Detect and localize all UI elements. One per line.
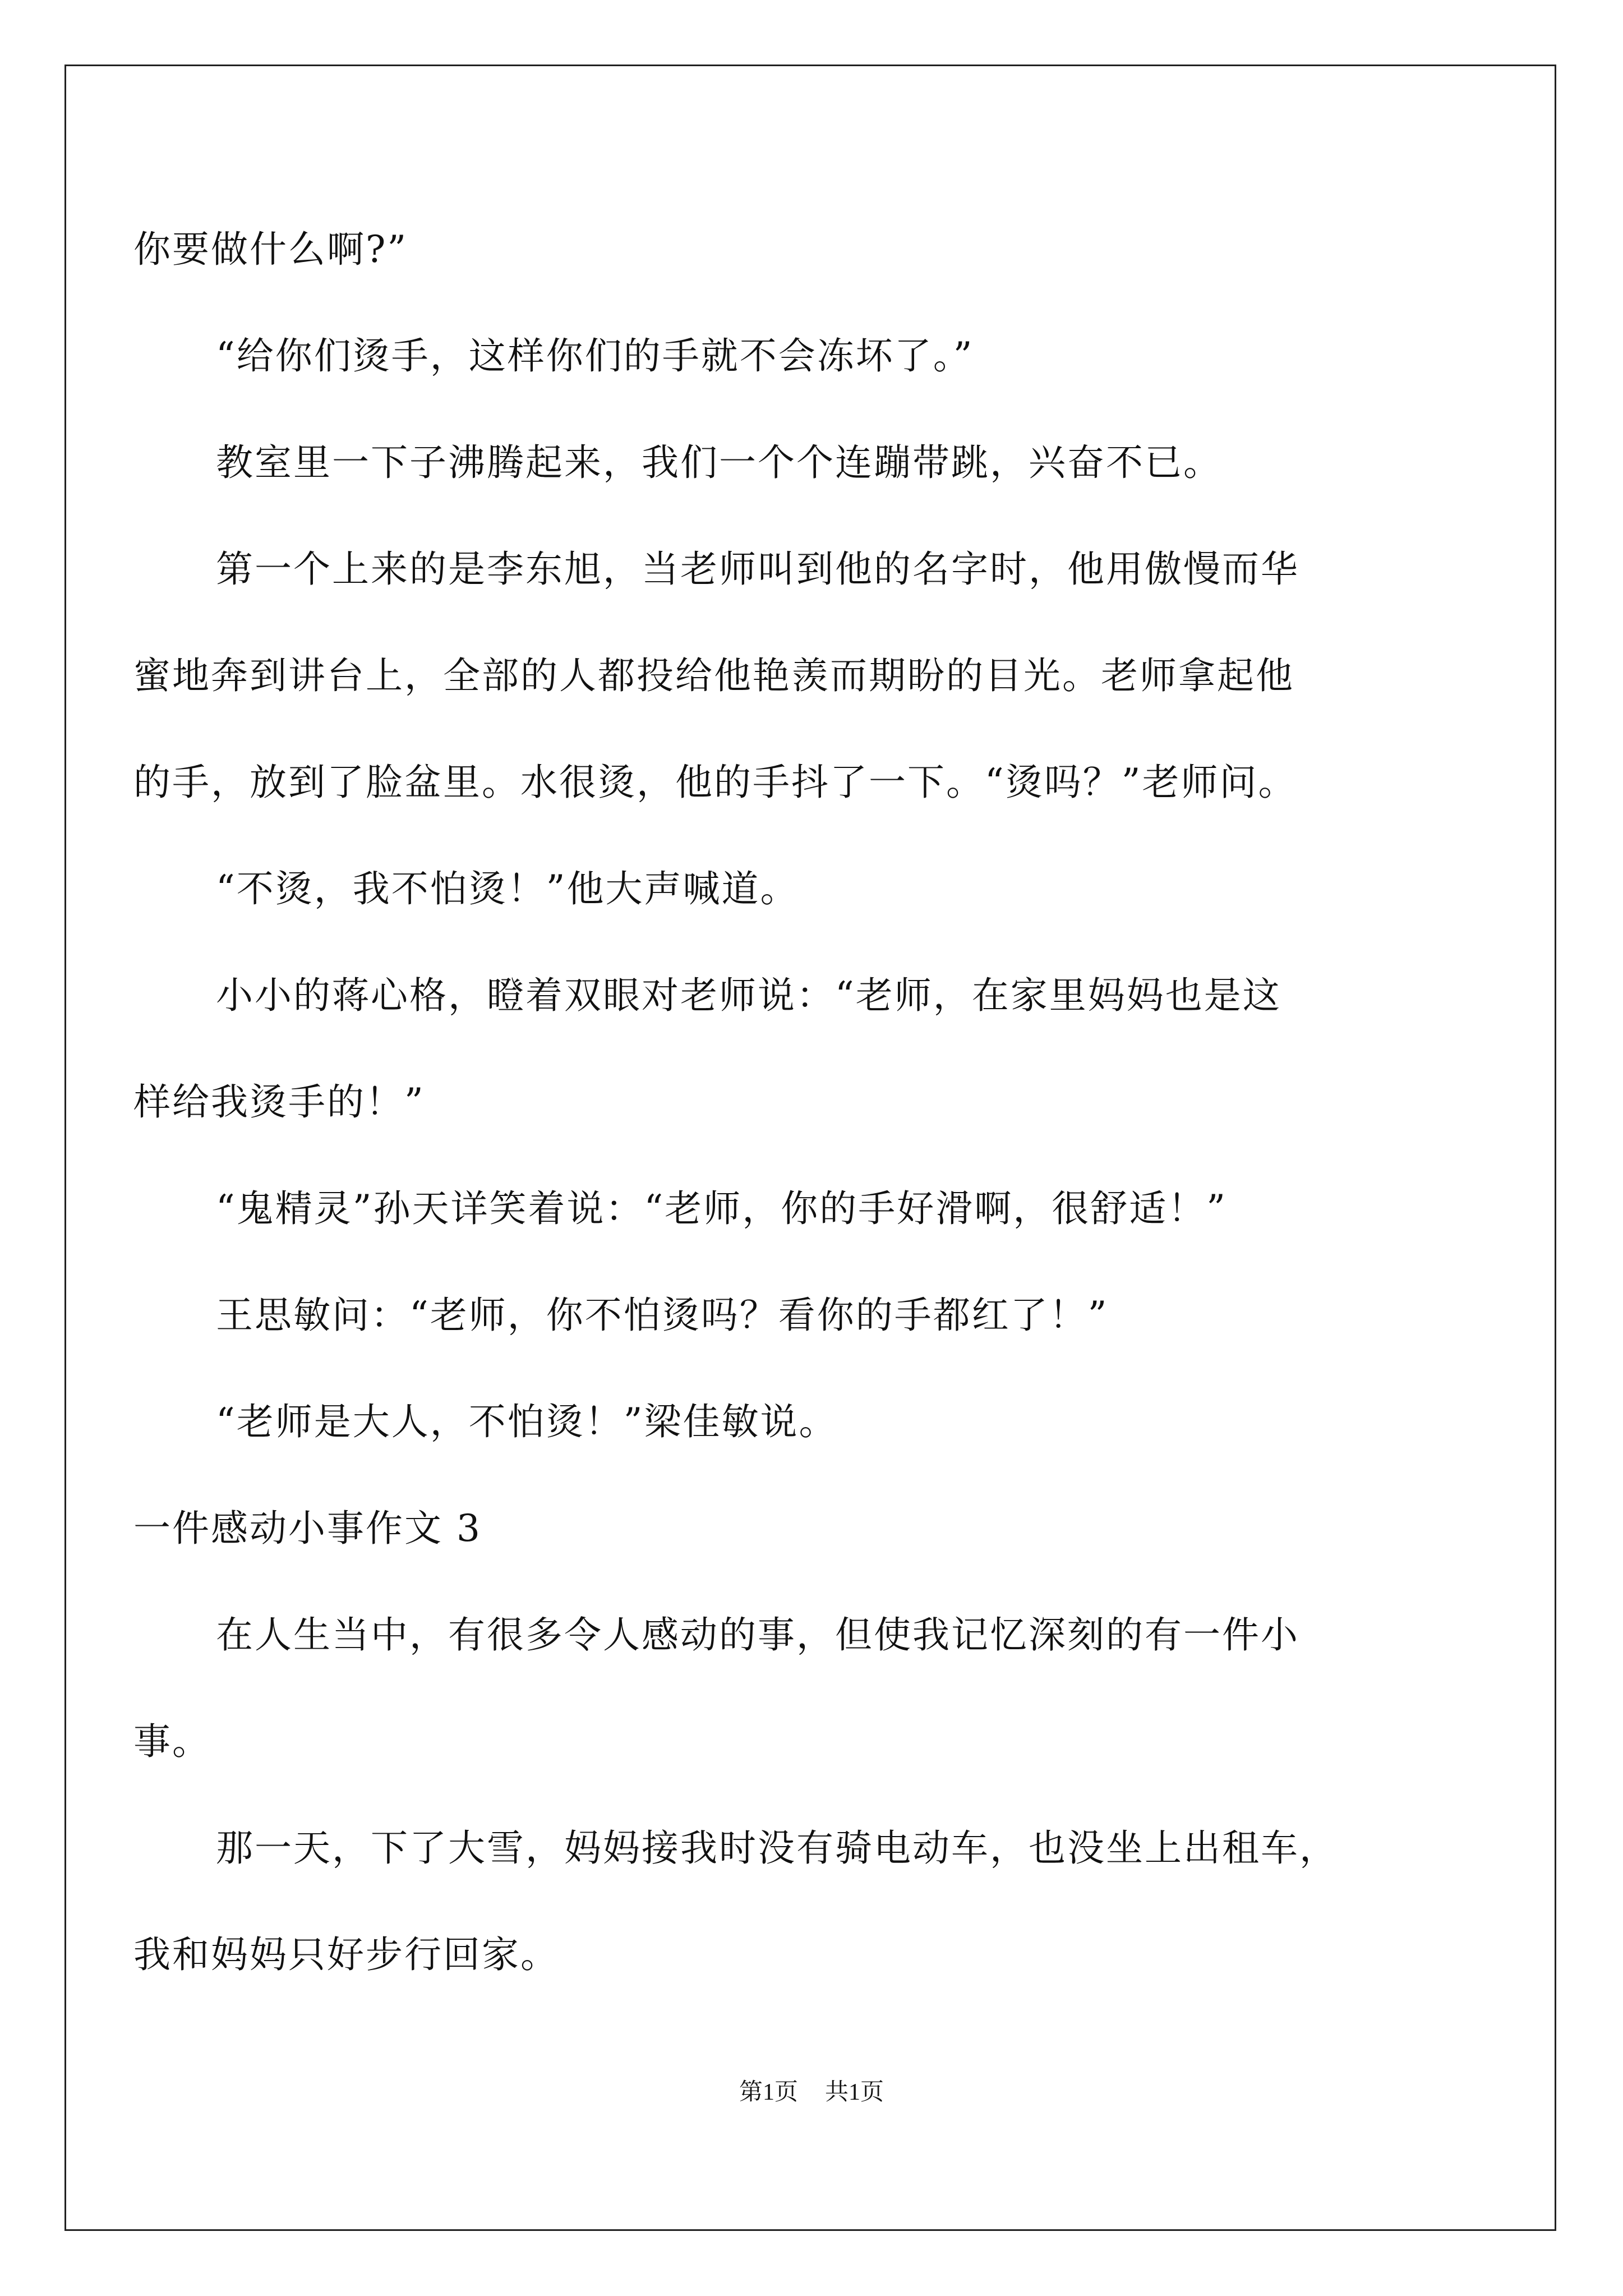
text-line: 样给我烫手的！” bbox=[133, 1080, 425, 1124]
text-line: 小小的蒋心格，瞪着双眼对老师说：“老师，在家里妈妈也是这 bbox=[216, 974, 1281, 1017]
text-line: “给你们烫手，这样你们的手就不会冻坏了。” bbox=[216, 334, 974, 378]
text-line: 事。 bbox=[133, 1720, 211, 1763]
text-line: “鬼精灵”孙天详笑着说：“老师，你的手好滑啊，很舒适！” bbox=[216, 1187, 1227, 1230]
text-line: 王思敏问：“老师，你不怕烫吗？看你的手都红了！” bbox=[216, 1294, 1109, 1337]
page-total: 共1页 bbox=[825, 2079, 884, 2105]
text-line: “老师是大人，不怕烫！”梁佳敏说。 bbox=[216, 1400, 838, 1443]
text-line: “不烫，我不怕烫！”他大声喊道。 bbox=[216, 867, 799, 910]
text-line: 在人生当中，有很多令人感动的事，但使我记忆深刻的有一件小 bbox=[216, 1613, 1299, 1657]
text-line: 我和妈妈只好步行回家。 bbox=[133, 1933, 559, 1976]
page-footer bbox=[0, 2078, 1623, 2106]
text-line: 教室里一下子沸腾起来，我们一个个连蹦带跳，兴奋不已。 bbox=[216, 441, 1222, 484]
text-line: 的手，放到了脸盆里。水很烫，他的手抖了一下。“烫吗？”老师问。 bbox=[133, 761, 1297, 804]
text-line: 你要做什么啊?” bbox=[133, 228, 408, 271]
section-heading: 一件感动小事作文 3 bbox=[133, 1507, 482, 1550]
text-line: 第一个上来的是李东旭，当老师叫到他的名字时，他用傲慢而华 bbox=[216, 547, 1299, 591]
page-number: 第1页 bbox=[739, 2079, 798, 2105]
text-line: 蜜地奔到讲台上，全部的人都投给他艳羡而期盼的目光。老师拿起他 bbox=[133, 654, 1294, 697]
page-border bbox=[64, 65, 1556, 2231]
text-line: 那一天，下了大雪，妈妈接我时没有骑电动车，也没坐上出租车， bbox=[216, 1826, 1338, 1870]
